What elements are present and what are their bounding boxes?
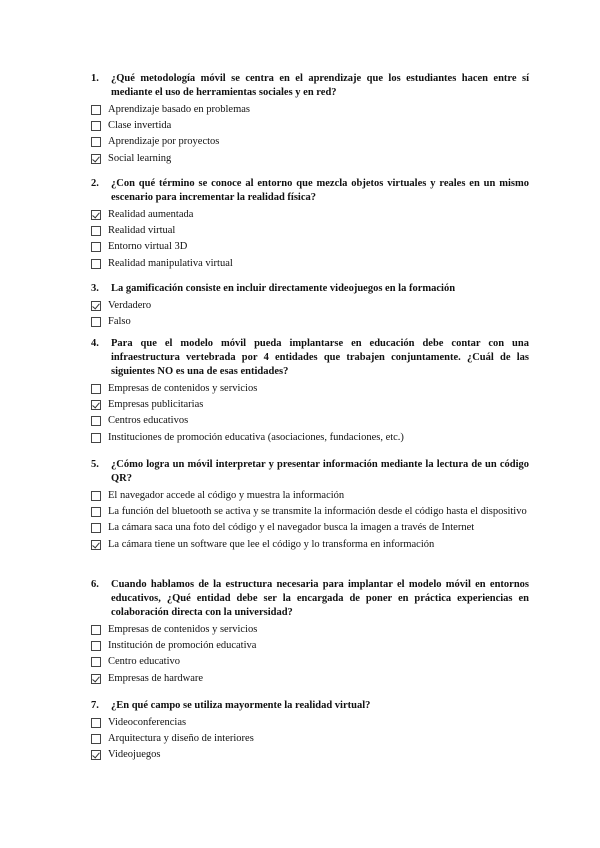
checkbox-icon[interactable]	[91, 105, 101, 115]
question-number: 4.	[91, 338, 99, 349]
option-label: Institución de promoción educativa	[108, 640, 257, 652]
answer-option[interactable]	[91, 223, 529, 239]
checkbox-icon[interactable]	[91, 491, 101, 501]
question-header	[91, 458, 529, 486]
question-header	[91, 578, 529, 620]
question-6	[91, 578, 529, 687]
checkbox-icon[interactable]	[91, 523, 101, 533]
answer-options	[91, 622, 529, 687]
checkbox-icon[interactable]	[91, 507, 101, 517]
checkbox-checked-icon[interactable]	[91, 674, 101, 684]
option-label: El navegador accede al código y muestra la información	[108, 490, 345, 501]
answer-option[interactable]	[91, 638, 529, 654]
option-label: Empresas de contenidos y servicios	[108, 383, 258, 394]
option-label: La función del bluetooth se activa y se transmite la información desde el código hasta el dispositivo	[108, 506, 527, 518]
option-label: Instituciones de promoción educativa (asociaciones, fundaciones, etc.)	[108, 431, 404, 443]
answer-option[interactable]	[91, 151, 529, 167]
option-label: Centro educativo	[108, 656, 181, 668]
answer-option[interactable]	[91, 537, 529, 553]
answer-options	[91, 298, 529, 330]
checkbox-icon[interactable]	[91, 137, 101, 147]
checkbox-icon[interactable]	[91, 317, 101, 327]
checkbox-icon[interactable]	[91, 657, 101, 667]
question-text: Para que el modelo móvil pueda implantarse en educación debe contar con una infraestructura vertebrada por 4 entidades que trabajen conjuntamente. ¿Cuál de las siguientes NO es una de esas entidades?	[111, 338, 529, 377]
option-label: Empresas de hardware	[108, 672, 204, 684]
checkbox-icon[interactable]	[91, 734, 101, 744]
question-number: 5.	[91, 459, 99, 470]
answer-options	[91, 715, 529, 764]
answer-option[interactable]	[91, 298, 529, 314]
checkbox-icon[interactable]	[91, 121, 101, 131]
question-number: 2.	[91, 178, 99, 189]
checkbox-checked-icon[interactable]	[91, 750, 101, 760]
option-label: Arquitectura y diseño de interiores	[108, 733, 254, 745]
option-label: Verdadero	[108, 300, 152, 311]
question-number: 3.	[91, 283, 99, 294]
checkbox-icon[interactable]	[91, 242, 101, 252]
question-header	[91, 337, 529, 379]
answer-option[interactable]	[91, 520, 529, 536]
option-label: Centros educativos	[108, 415, 189, 427]
option-label: Videoconferencias	[108, 717, 187, 728]
option-label: Realidad aumentada	[108, 209, 194, 220]
option-label: Entorno virtual 3D	[108, 241, 188, 253]
question-text: Cuando hablamos de la estructura necesaria para implantar el modelo móvil en entornos educativos, ¿Qué entidad debe ser la encargada de poner en práctica experiencias en colaboración directa con la universidad?	[111, 579, 529, 618]
question-1	[91, 72, 529, 167]
option-label: Social learning	[108, 152, 172, 164]
answer-option[interactable]	[91, 381, 529, 397]
question-3	[91, 282, 529, 330]
checkbox-icon[interactable]	[91, 259, 101, 269]
option-label: Realidad virtual	[108, 225, 176, 237]
question-text: ¿En qué campo se utiliza mayormente la realidad virtual?	[111, 700, 371, 711]
answer-option[interactable]	[91, 671, 529, 687]
answer-option[interactable]	[91, 239, 529, 255]
answer-option[interactable]	[91, 134, 529, 150]
option-label: Empresas publicitarias	[108, 399, 204, 411]
answer-option[interactable]	[91, 504, 529, 520]
answer-option[interactable]	[91, 118, 529, 134]
question-7	[91, 699, 529, 764]
answer-option[interactable]	[91, 488, 529, 504]
option-label: Empresas de contenidos y servicios	[108, 624, 258, 635]
checkbox-icon[interactable]	[91, 718, 101, 728]
question-number: 6.	[91, 579, 99, 590]
answer-option[interactable]	[91, 413, 529, 429]
answer-options	[91, 207, 529, 272]
answer-option[interactable]	[91, 397, 529, 413]
answer-option[interactable]	[91, 715, 529, 731]
checkbox-icon[interactable]	[91, 625, 101, 635]
question-2	[91, 177, 529, 272]
checkbox-icon[interactable]	[91, 433, 101, 443]
question-header	[91, 177, 529, 205]
question-number: 7.	[91, 700, 99, 711]
question-text: ¿Qué metodología móvil se centra en el aprendizaje que los estudiantes hacen entre sí mediante el uso de herramientas sociales y en red?	[111, 73, 529, 98]
checkbox-icon[interactable]	[91, 226, 101, 236]
question-header	[91, 72, 529, 100]
checkbox-checked-icon[interactable]	[91, 301, 101, 311]
answer-option[interactable]	[91, 731, 529, 747]
checkbox-icon[interactable]	[91, 416, 101, 426]
checkbox-icon[interactable]	[91, 384, 101, 394]
question-text: La gamificación consiste en incluir directamente videojuegos en la formación	[111, 283, 456, 294]
answer-option[interactable]	[91, 256, 529, 272]
option-label: Falso	[108, 316, 131, 328]
question-4	[91, 337, 529, 446]
answer-options	[91, 102, 529, 167]
option-label: Aprendizaje basado en problemas	[108, 104, 250, 115]
question-5	[91, 458, 529, 553]
answer-option[interactable]	[91, 102, 529, 118]
answer-option[interactable]	[91, 314, 529, 330]
checkbox-checked-icon[interactable]	[91, 210, 101, 220]
checkbox-checked-icon[interactable]	[91, 400, 101, 410]
question-header	[91, 699, 529, 713]
answer-options	[91, 381, 529, 446]
checkbox-icon[interactable]	[91, 641, 101, 651]
answer-option[interactable]	[91, 430, 529, 446]
question-number: 1.	[91, 73, 99, 84]
option-label: Aprendizaje por proyectos	[108, 136, 220, 148]
checkbox-checked-icon[interactable]	[91, 540, 101, 550]
answer-option[interactable]	[91, 207, 529, 223]
answer-options	[91, 488, 529, 553]
question-header	[91, 282, 529, 296]
option-label: La cámara tiene un software que lee el código y lo transforma en información	[108, 538, 435, 550]
question-text: ¿Cómo logra un móvil interpretar y presentar información mediante la lectura de un código QR?	[111, 459, 529, 484]
option-label: La cámara saca una foto del código y el navegador busca la imagen a través de Internet	[108, 522, 475, 534]
option-label: Videojuegos	[108, 749, 161, 761]
answer-option[interactable]	[91, 654, 529, 670]
checkbox-checked-icon[interactable]	[91, 154, 101, 164]
option-label: Clase invertida	[108, 120, 172, 132]
answer-option[interactable]	[91, 622, 529, 638]
question-text: ¿Con qué término se conoce al entorno que mezcla objetos virtuales y reales en un mismo escenario para incrementar la realidad física?	[111, 178, 529, 203]
option-label: Realidad manipulativa virtual	[108, 257, 233, 269]
answer-option[interactable]	[91, 747, 529, 763]
